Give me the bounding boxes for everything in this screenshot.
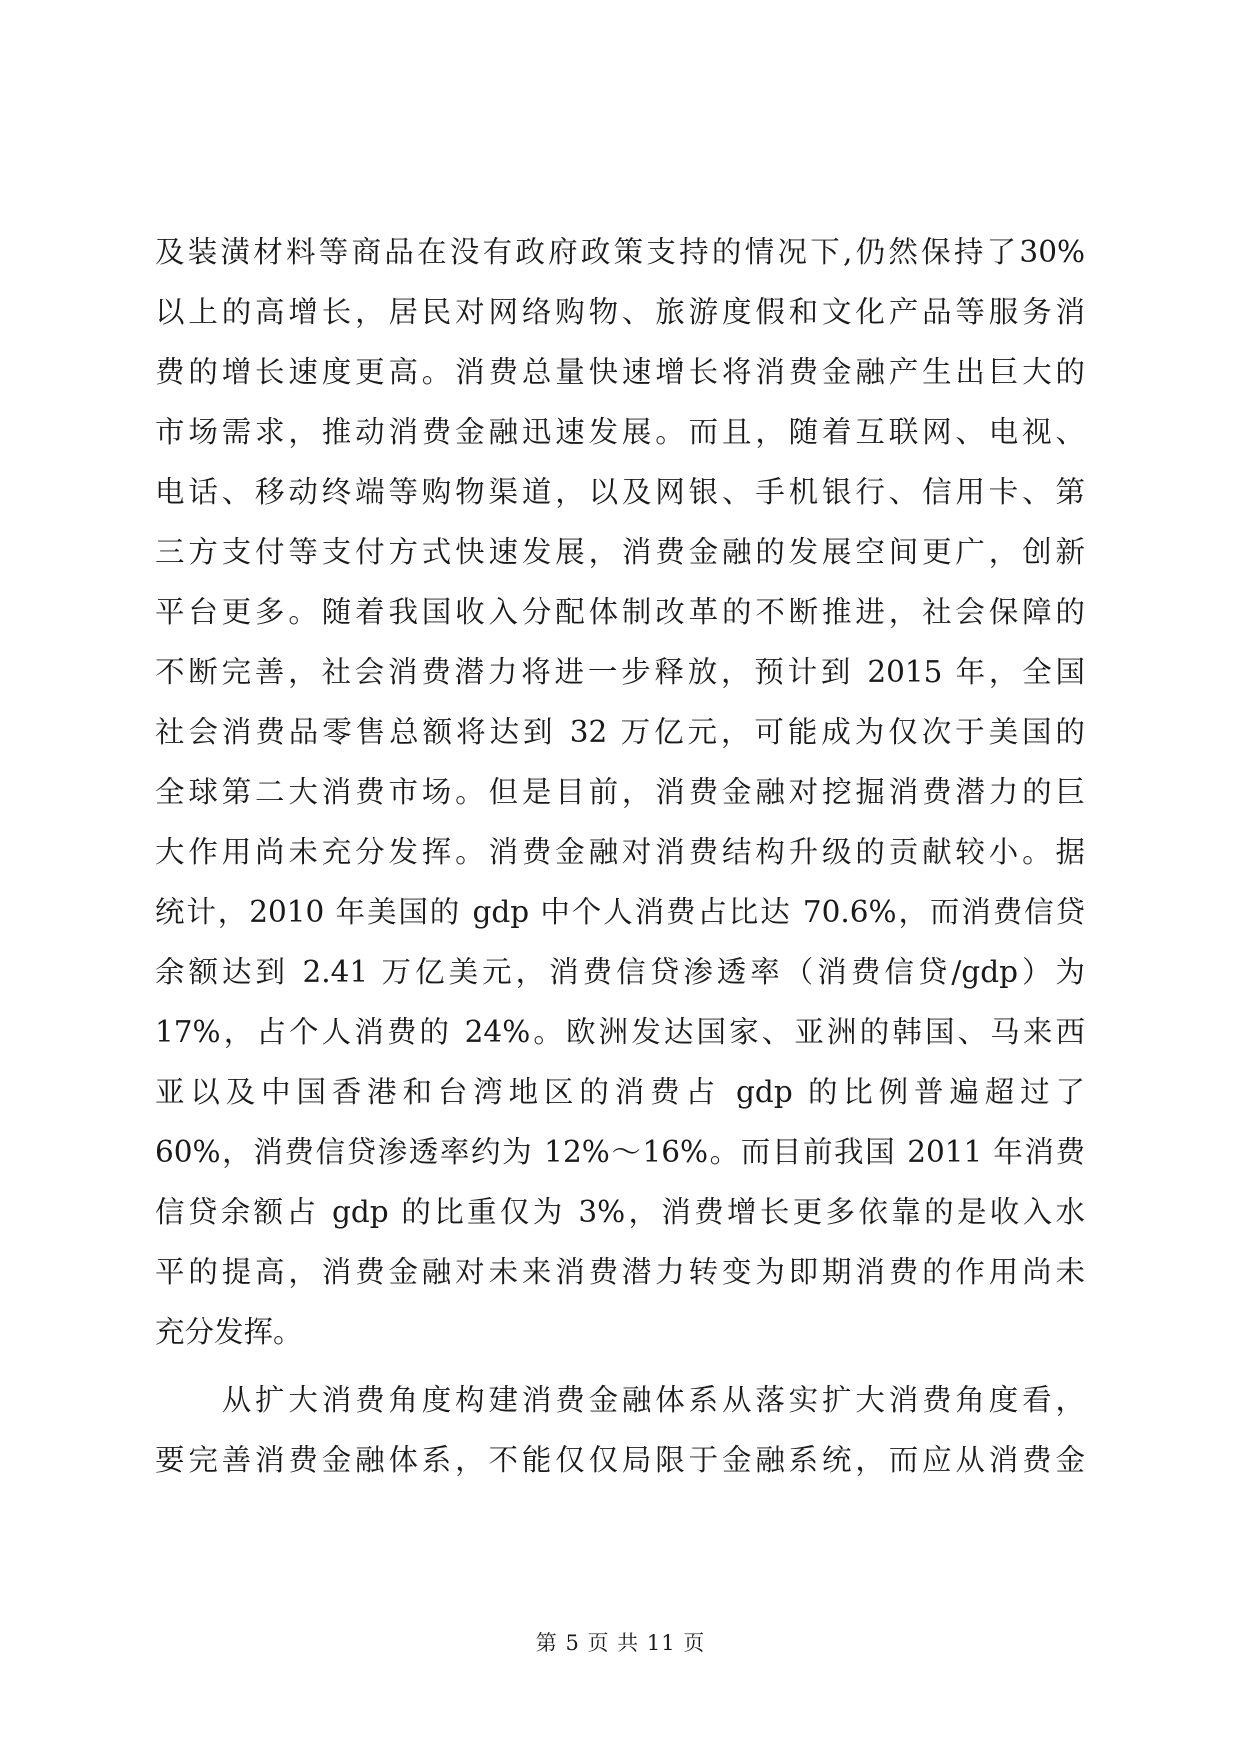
paragraph-gap bbox=[155, 1362, 1085, 1370]
text-line: 市场需求，推动消费金融迅速发展。而且，随着互联网、电视、 bbox=[155, 415, 1085, 449]
text-line: 全球第二大消费市场。但是目前，消费金融对挖掘消费潜力的巨 bbox=[155, 775, 1085, 809]
page-footer: 第 5 页 共 11 页 bbox=[535, 1631, 706, 1655]
paragraph bbox=[155, 1370, 1085, 1490]
text-line: 统计，2010 年美国的 gdp 中个人消费占比达 70.6%，而消费信贷 bbox=[155, 895, 1085, 929]
text-line: 社会消费品零售总额将达到 32 万亿元，可能成为仅次于美国的 bbox=[155, 715, 1085, 749]
text-line: 从扩大消费角度构建消费金融体系从落实扩大消费角度看， bbox=[155, 1383, 1085, 1417]
text-line: 充分发挥。 bbox=[155, 1315, 303, 1349]
text-line: 余额达到 2.41 万亿美元，消费信贷渗透率（消费信贷/gdp）为 bbox=[155, 955, 1085, 989]
text-line: 17%，占个人消费的 24%。欧洲发达国家、亚洲的韩国、马来西 bbox=[155, 1015, 1085, 1049]
paragraph bbox=[155, 222, 1085, 1362]
text-line: 三方支付等支付方式快速发展，消费金融的发展空间更广，创新 bbox=[155, 535, 1085, 569]
text-line: 以上的高增长，居民对网络购物、旅游度假和文化产品等服务消 bbox=[155, 295, 1085, 329]
body-text bbox=[155, 222, 1085, 1490]
text-line: 亚以及中国香港和台湾地区的消费占 gdp 的比例普遍超过了 bbox=[155, 1075, 1085, 1109]
text-line: 平的提高，消费金融对未来消费潜力转变为即期消费的作用尚未 bbox=[155, 1255, 1085, 1289]
text-line: 大作用尚未充分发挥。消费金融对消费结构升级的贡献较小。据 bbox=[155, 835, 1085, 869]
text-line: 60%，消费信贷渗透率约为 12%～16%。而目前我国 2011 年消费 bbox=[155, 1135, 1085, 1169]
text-line: 信贷余额占 gdp 的比重仅为 3%，消费增长更多依靠的是收入水 bbox=[155, 1195, 1085, 1229]
text-line: 费的增长速度更高。消费总量快速增长将消费金融产生出巨大的 bbox=[155, 355, 1085, 389]
text-line: 要完善消费金融体系，不能仅仅局限于金融系统，而应从消费金 bbox=[155, 1443, 1085, 1477]
text-line: 不断完善，社会消费潜力将进一步释放，预计到 2015 年，全国 bbox=[155, 655, 1085, 689]
text-line: 平台更多。随着我国收入分配体制改革的不断推进，社会保障的 bbox=[155, 595, 1085, 629]
text-line: 及装潢材料等商品在没有政府政策支持的情况下,仍然保持了30% bbox=[155, 235, 1085, 269]
text-line: 电话、移动终端等购物渠道，以及网银、手机银行、信用卡、第 bbox=[155, 475, 1085, 509]
